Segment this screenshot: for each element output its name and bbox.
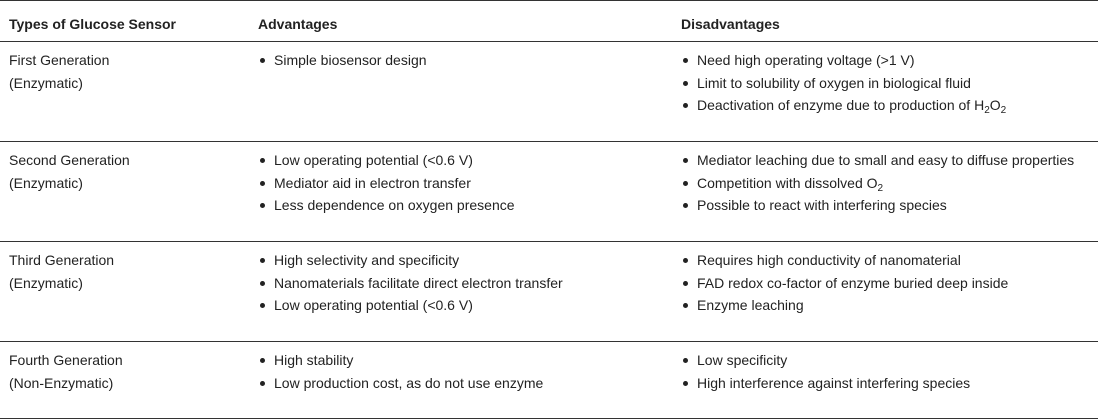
advantages-list [258,149,515,217]
row-divider [0,141,1098,142]
advantages-list [258,249,563,317]
row-divider [0,241,1098,242]
disadvantage-item: Requires high conductivity of nanomaterial [681,249,1008,272]
disadvantage-item: High interference against interfering species [681,372,970,395]
header-advantages: Advantages [258,16,338,32]
advantage-item: Low production cost, as do not use enzyme [258,372,543,395]
advantage-item: Low operating potential (<0.6 V) [258,149,515,172]
sensor-type-cell [9,349,123,394]
sensor-kind: (Enzymatic) [9,174,83,191]
table-header-rule [0,41,1098,42]
sensor-generation: Fourth Generation [9,352,123,368]
advantage-item: Less dependence on oxygen presence [258,194,515,217]
advantages-list [258,349,543,394]
sensor-kind: (Enzymatic) [9,274,83,291]
header-disadvantages: Disadvantages [681,16,780,32]
advantage-item: High stability [258,349,543,372]
advantage-item: Nanomaterials facilitate direct electron transfer [258,272,563,295]
sensor-generation: First Generation [9,52,110,68]
disadvantages-list [681,149,1074,217]
advantage-item: Simple biosensor design [258,49,427,72]
sensor-type-cell [9,49,109,94]
disadvantages-list [681,349,970,394]
sensor-kind: (Non-Enzymatic) [9,374,114,391]
disadvantage-item: Mediator leaching due to small and easy to diffuse properties [681,149,1074,172]
disadvantages-list [681,49,1006,117]
advantage-item: High selectivity and specificity [258,249,563,272]
disadvantage-item: Limit to solubility of oxygen in biological fluid [681,72,1006,95]
disadvantage-item: Enzyme leaching [681,294,1008,317]
table-bottom-rule [0,418,1098,419]
sensor-kind: (Enzymatic) [9,74,83,91]
sensor-generation: Second Generation [9,152,130,168]
row-divider [0,341,1098,342]
disadvantage-item: Low specificity [681,349,970,372]
disadvantages-list [681,249,1008,317]
advantage-item: Low operating potential (<0.6 V) [258,294,563,317]
sensor-generation: Third Generation [9,252,115,268]
sensor-type-cell [9,149,130,194]
disadvantage-item: Competition with dissolved $O_2$ [681,172,1074,195]
disadvantage-item: Deactivation of enzyme due to production of $H_2O_2$ [681,94,1006,117]
disadvantage-item: Possible to react with interfering species [681,194,1074,217]
advantages-list [258,49,427,72]
disadvantage-item: Need high operating voltage (>1 V) [681,49,1006,72]
header-type: Types of Glucose Sensor [9,16,177,32]
disadvantage-item: FAD redox co-factor of enzyme buried deep inside [681,272,1008,295]
sensor-type-cell [9,249,114,294]
advantage-item: Mediator aid in electron transfer [258,172,515,195]
table-top-rule [0,0,1098,1]
